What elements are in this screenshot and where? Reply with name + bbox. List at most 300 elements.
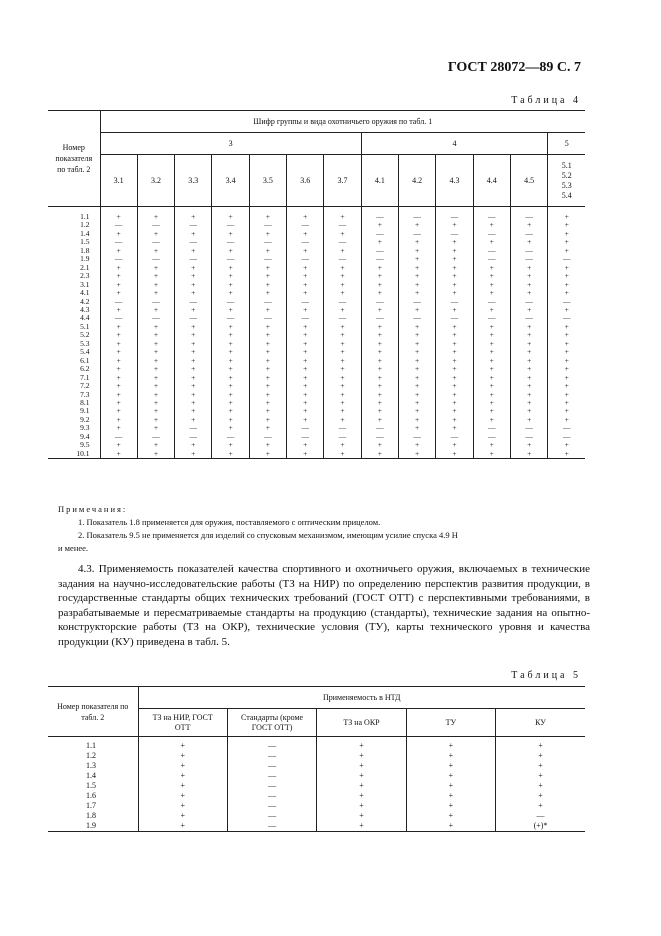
table-row (48, 230, 585, 238)
table-cell: + (100, 441, 137, 449)
table-cell: — (175, 433, 212, 441)
table-cell: + (317, 791, 406, 801)
table-cell: + (324, 357, 361, 365)
row-label: 9.3 (80, 423, 90, 433)
table-cell: + (324, 416, 361, 424)
table-cell: + (406, 751, 495, 761)
table-cell: + (361, 441, 398, 449)
table-cell: + (324, 264, 361, 272)
table-cell: — (436, 298, 473, 306)
table-cell: — (399, 314, 436, 322)
table-row (48, 281, 585, 289)
table-cell: + (361, 348, 398, 356)
table-cell: + (548, 374, 585, 382)
table-cell: + (249, 331, 286, 339)
table-cell: + (399, 331, 436, 339)
table-cell: + (510, 331, 547, 339)
table-cell: + (175, 407, 212, 415)
table-cell: + (510, 264, 547, 272)
table-cell: + (496, 781, 585, 791)
table-cell: + (249, 348, 286, 356)
table-cell: + (175, 450, 212, 459)
table-cell: + (548, 281, 585, 289)
table-row (48, 791, 585, 801)
table-cell: + (100, 348, 137, 356)
table-cell: — (212, 255, 249, 263)
table-row (48, 391, 585, 399)
table-cell: + (324, 374, 361, 382)
table-cell: + (473, 331, 510, 339)
row-label: 4.3 (80, 304, 90, 314)
table-cell: + (175, 441, 212, 449)
table-cell: — (361, 230, 398, 238)
table-cell: + (399, 399, 436, 407)
table-row (48, 340, 585, 348)
table-cell: — (399, 298, 436, 306)
row-label: 9.2 (80, 414, 90, 424)
table-cell: + (436, 407, 473, 415)
table-cell: + (287, 348, 324, 356)
row-label: 6.1 (80, 355, 90, 365)
table4-subcolumn-header: 3.3 (175, 155, 212, 207)
table-cell: + (361, 281, 398, 289)
row-label: 5.4 (80, 347, 90, 357)
table-cell: + (548, 357, 585, 365)
table-cell: — (361, 424, 398, 432)
table-cell: + (137, 357, 174, 365)
table-cell: + (324, 207, 361, 222)
table4-caption: Таблица 4 (511, 95, 581, 106)
table-cell: + (399, 221, 436, 229)
table-cell: + (406, 801, 495, 811)
row-label: 7.2 (80, 381, 90, 391)
table-cell: + (137, 416, 174, 424)
table-cell: + (324, 441, 361, 449)
table-cell: + (175, 348, 212, 356)
table-cell: — (287, 221, 324, 229)
table-cell: + (175, 247, 212, 255)
row-label: 1.1 (80, 212, 90, 221)
table-row (48, 781, 585, 791)
table-cell: — (510, 207, 547, 222)
table-cell: + (324, 348, 361, 356)
table-cell: — (399, 433, 436, 441)
table-cell: + (100, 450, 137, 459)
table-cell: + (510, 348, 547, 356)
table-cell: — (100, 314, 137, 322)
table-cell: + (137, 207, 174, 222)
table-cell: + (399, 441, 436, 449)
table-cell: + (548, 441, 585, 449)
row-label: 9.1 (80, 406, 90, 416)
table-cell: + (496, 771, 585, 781)
table-cell: — (287, 314, 324, 322)
table-row (48, 298, 585, 306)
table-cell: + (100, 207, 137, 222)
table-cell: + (175, 230, 212, 238)
table-cell: + (287, 207, 324, 222)
row-label: 1.4 (86, 771, 96, 780)
table-cell: + (510, 391, 547, 399)
table5-column-header: ТЗ на НИР, ГОСТ ОТТ (138, 709, 227, 737)
table-cell: + (496, 791, 585, 801)
table-cell: + (510, 441, 547, 449)
table-row (48, 238, 585, 246)
table-row (48, 331, 585, 339)
table-cell: + (287, 281, 324, 289)
row-label: 4.4 (80, 313, 90, 323)
table-cell: — (473, 424, 510, 432)
table-cell: + (212, 340, 249, 348)
table-cell: + (249, 323, 286, 331)
table-cell: — (399, 230, 436, 238)
table-cell: + (138, 737, 227, 752)
table-cell: + (138, 781, 227, 791)
table-cell: + (361, 264, 398, 272)
table-cell: + (137, 272, 174, 280)
table-cell: — (324, 298, 361, 306)
table-cell: + (287, 416, 324, 424)
table-cell: — (212, 314, 249, 322)
table-cell: + (212, 357, 249, 365)
table-cell: + (287, 382, 324, 390)
table-row (48, 365, 585, 373)
table-cell: + (548, 331, 585, 339)
table-cell: + (249, 441, 286, 449)
row-label: 1.2 (86, 751, 96, 760)
table-cell: + (496, 737, 585, 752)
col5-value: 5.1 (561, 160, 572, 170)
table-cell: + (436, 323, 473, 331)
table-cell: + (212, 247, 249, 255)
table-cell: + (324, 323, 361, 331)
table-cell: + (473, 374, 510, 382)
table-cell: + (510, 407, 547, 415)
table-cell: + (138, 801, 227, 811)
row-label: 1.6 (86, 791, 96, 800)
table-cell: — (227, 791, 316, 801)
table-cell: + (510, 221, 547, 229)
table-cell: — (510, 433, 547, 441)
table-cell: + (287, 323, 324, 331)
row-label: 1.7 (86, 801, 96, 810)
table-cell: + (212, 391, 249, 399)
table-cell: + (137, 281, 174, 289)
table-cell: + (175, 207, 212, 222)
table-cell: + (361, 272, 398, 280)
table-cell: — (227, 751, 316, 761)
table4-group-5: 5 (548, 133, 585, 155)
table-cell: + (361, 374, 398, 382)
table-cell: + (496, 751, 585, 761)
table-cell: + (548, 306, 585, 314)
table-cell: + (548, 289, 585, 297)
row-label: 9.4 (80, 431, 90, 441)
table-cell: + (510, 323, 547, 331)
table-cell: + (212, 348, 249, 356)
table-cell: + (100, 323, 137, 331)
table-cell: + (138, 771, 227, 781)
row-label: 1.9 (80, 254, 90, 264)
table-cell: + (361, 306, 398, 314)
table-cell: + (175, 323, 212, 331)
table-cell: + (399, 348, 436, 356)
table-cell: — (227, 737, 316, 752)
table-cell: + (436, 365, 473, 373)
table-row (48, 255, 585, 263)
notes (58, 503, 590, 555)
table-cell: — (287, 298, 324, 306)
table-cell: + (100, 306, 137, 314)
table-cell: + (473, 416, 510, 424)
table-cell: + (510, 281, 547, 289)
table-cell: + (399, 407, 436, 415)
table-cell: + (137, 365, 174, 373)
table-row (48, 272, 585, 280)
table-cell: + (137, 374, 174, 382)
table-cell: + (361, 382, 398, 390)
table-cell: + (510, 272, 547, 280)
table-cell: + (436, 238, 473, 246)
table-cell: + (249, 382, 286, 390)
table-cell: + (249, 289, 286, 297)
table-cell: + (324, 399, 361, 407)
table-cell: + (100, 331, 137, 339)
table-cell: + (473, 365, 510, 373)
table4-subcolumn-header: 3.5 (249, 155, 286, 207)
table-cell: + (137, 407, 174, 415)
table-cell: + (212, 441, 249, 449)
table-row (48, 407, 585, 415)
table-cell: + (137, 340, 174, 348)
table-cell: + (287, 450, 324, 459)
table-cell: + (175, 264, 212, 272)
table-cell: — (100, 238, 137, 246)
table-cell: — (137, 255, 174, 263)
table-cell: + (510, 238, 547, 246)
table-cell: + (287, 331, 324, 339)
table-cell: + (249, 230, 286, 238)
table-cell: — (324, 314, 361, 322)
table-row (48, 221, 585, 229)
table-cell: — (510, 298, 547, 306)
table-cell: + (324, 450, 361, 459)
table-cell: + (399, 416, 436, 424)
table-cell: + (100, 281, 137, 289)
table-cell: — (287, 255, 324, 263)
table-cell: — (137, 433, 174, 441)
table-cell: + (249, 374, 286, 382)
table-cell: + (249, 340, 286, 348)
table-cell: + (137, 247, 174, 255)
table-cell: — (175, 314, 212, 322)
table-cell: — (287, 424, 324, 432)
table-cell: + (548, 247, 585, 255)
table-cell: + (436, 416, 473, 424)
table-cell: + (548, 272, 585, 280)
table-row (48, 821, 585, 832)
table-cell: — (287, 238, 324, 246)
table-cell: + (138, 821, 227, 832)
table-cell: + (212, 272, 249, 280)
table-cell: + (212, 407, 249, 415)
table-cell: + (175, 374, 212, 382)
table4-group-4: 4 (361, 133, 548, 155)
table4-subcolumn-header: 4.5 (510, 155, 547, 207)
table-cell: + (100, 374, 137, 382)
table-cell: — (436, 314, 473, 322)
row-label: 2.1 (80, 262, 90, 272)
table-cell: — (212, 221, 249, 229)
table-row (48, 416, 585, 424)
table4-subcolumn-header: 4.2 (399, 155, 436, 207)
table-cell: + (473, 264, 510, 272)
table-cell: + (249, 264, 286, 272)
table-cell: + (361, 221, 398, 229)
table-cell: + (548, 365, 585, 373)
note-2: 2. Показатель 9.5 не применяется для изделий со спусковым механизмом, имеющим усилие спуска 4.9 Н (78, 530, 458, 540)
table-cell: + (399, 340, 436, 348)
table-cell: + (317, 761, 406, 771)
table-cell: + (510, 399, 547, 407)
table-cell: + (510, 374, 547, 382)
table-cell: + (473, 221, 510, 229)
table-cell: + (436, 247, 473, 255)
table-cell: + (137, 306, 174, 314)
table-cell: + (473, 357, 510, 365)
table-cell: + (100, 382, 137, 390)
table5-column-header: ТУ (406, 709, 495, 737)
table-cell: + (510, 340, 547, 348)
table-cell: — (361, 247, 398, 255)
table-cell: — (100, 255, 137, 263)
table-cell: + (473, 382, 510, 390)
table-cell: + (510, 416, 547, 424)
table-cell: + (137, 331, 174, 339)
table-cell: + (473, 289, 510, 297)
table-cell: + (548, 323, 585, 331)
table-cell: — (212, 433, 249, 441)
table-cell: + (249, 399, 286, 407)
row-label: 1.4 (80, 228, 90, 238)
table-row (48, 399, 585, 407)
table-cell: + (175, 416, 212, 424)
table-cell: — (137, 298, 174, 306)
table4-group-3: 3 (100, 133, 361, 155)
table-cell: — (287, 433, 324, 441)
table-cell: + (137, 441, 174, 449)
table5-column-header: КУ (496, 709, 585, 737)
table-cell: + (212, 365, 249, 373)
table-row (48, 264, 585, 272)
table-cell: + (324, 230, 361, 238)
table-row (48, 811, 585, 821)
table-cell: + (436, 272, 473, 280)
row-label: 4.1 (80, 288, 90, 298)
table-cell: + (175, 306, 212, 314)
table-cell: + (212, 289, 249, 297)
table-cell: + (436, 221, 473, 229)
table5-column-header: ТЗ на ОКР (317, 709, 406, 737)
note-2-continued: и менее. (58, 543, 89, 553)
table-cell: + (100, 264, 137, 272)
table-cell: + (399, 281, 436, 289)
table-row (48, 751, 585, 761)
table-cell: + (100, 399, 137, 407)
row-label: 1.3 (86, 761, 96, 770)
table-cell: — (361, 298, 398, 306)
table-cell: + (249, 207, 286, 222)
table-cell: + (317, 737, 406, 752)
table-cell: + (361, 238, 398, 246)
table-cell: — (361, 255, 398, 263)
table-cell: + (548, 416, 585, 424)
table-cell: + (473, 450, 510, 459)
table-cell: + (100, 289, 137, 297)
table-row (48, 314, 585, 322)
table-cell: + (436, 306, 473, 314)
page-header: ГОСТ 28072—89 С. 7 (447, 60, 581, 75)
table-cell: + (100, 272, 137, 280)
table-cell: + (548, 399, 585, 407)
table-cell: (+)* (496, 821, 585, 832)
table-cell: + (212, 281, 249, 289)
table-cell: + (317, 781, 406, 791)
table-cell: + (212, 306, 249, 314)
table-cell: — (473, 298, 510, 306)
table-cell: + (287, 365, 324, 373)
table-cell: + (287, 289, 324, 297)
table-row (48, 348, 585, 356)
table-cell: + (324, 331, 361, 339)
table-cell: + (436, 255, 473, 263)
table-cell: + (473, 306, 510, 314)
table-cell: + (548, 221, 585, 229)
table-cell: + (361, 450, 398, 459)
table-cell: + (100, 365, 137, 373)
table5-index-header: Номер показателя по табл. 2 (48, 687, 138, 737)
table5-column-header: Стандарты (кроме ГОСТ ОТТ) (227, 709, 316, 737)
table-cell: + (510, 450, 547, 459)
table-cell: + (137, 348, 174, 356)
table-cell: + (138, 751, 227, 761)
table-cell: — (510, 314, 547, 322)
paragraph-4-3: 4.3. Применяемость показателей качества спортивного и охотничьего оружия, включаемых в технические задания на научно-исследовательские работы (ТЗ на НИР) по определению перспектив развития продукции, в государственные стандарты общих технических требований (ГОСТ ОТТ) с перспективными требованиями, в разрабатываемые и пересматриваемые стандарты на продукцию (стандарты), технические задания на опытно-конструкторские работы (ТЗ на ОКР), технические условия (ТУ), карты технического уровня и качества продукции (КУ) приведена в табл. 5. (58, 563, 590, 648)
table-cell: — (510, 255, 547, 263)
table-cell: + (361, 399, 398, 407)
table-cell: + (287, 441, 324, 449)
table-cell: + (436, 441, 473, 449)
table-cell: + (510, 289, 547, 297)
table-row (48, 207, 585, 222)
row-label: 5.1 (80, 321, 90, 331)
table-cell: + (324, 306, 361, 314)
table-cell: + (324, 247, 361, 255)
table-cell: + (436, 289, 473, 297)
table-cell: — (175, 221, 212, 229)
table-cell: + (399, 255, 436, 263)
table-5 (48, 686, 585, 832)
table-cell: + (361, 340, 398, 348)
table-cell: + (212, 399, 249, 407)
table-cell: + (100, 391, 137, 399)
table-cell: + (473, 348, 510, 356)
table-cell: + (399, 365, 436, 373)
table-cell: + (317, 801, 406, 811)
table-cell: + (175, 399, 212, 407)
table-cell: + (406, 791, 495, 801)
table-cell: — (436, 230, 473, 238)
